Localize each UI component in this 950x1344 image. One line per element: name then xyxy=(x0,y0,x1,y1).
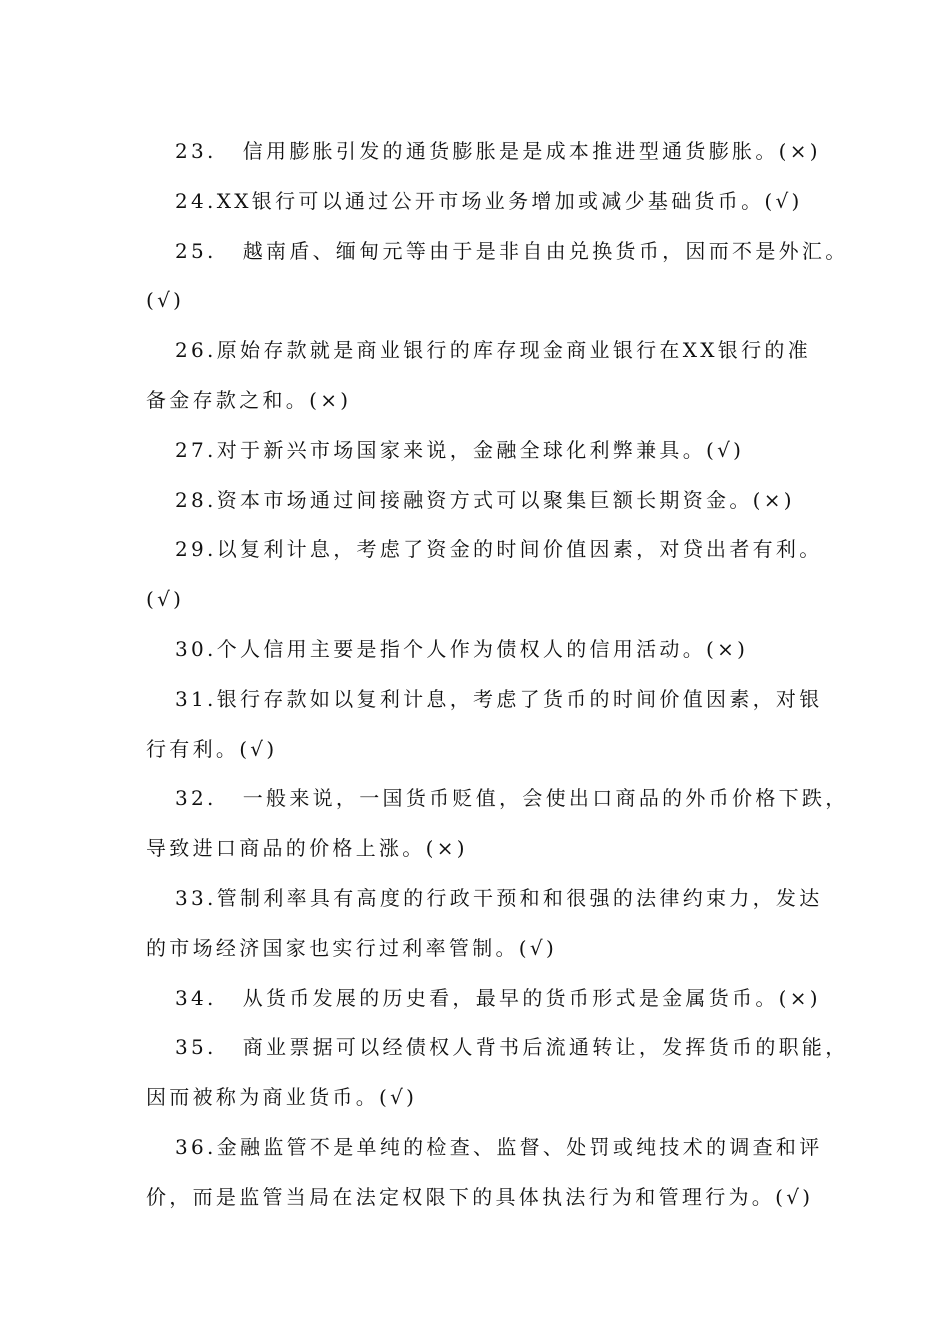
question-continuation-line xyxy=(146,387,351,413)
question-continuation-line xyxy=(146,586,184,612)
question-number: 26. xyxy=(175,338,217,362)
question-continuation-line xyxy=(146,935,557,961)
question-text: 信用膨胀引发的通货膨胀是是成本推进型通货膨胀。(×) xyxy=(242,139,821,163)
question-line xyxy=(175,985,821,1011)
question-continuation-line xyxy=(146,1184,813,1210)
question-text: 以复利计息，考虑了资金的时间价值因素，对贷出者有利。 xyxy=(216,537,823,561)
question-text: 银行存款如以复利计息，考虑了货币的时间价值因素，对银 xyxy=(216,687,823,711)
question-number: 32. xyxy=(175,786,217,810)
question-line xyxy=(175,536,823,562)
question-line xyxy=(175,636,748,662)
question-number: 24. xyxy=(175,189,217,213)
question-text: 导致进口商品的价格上涨。(×) xyxy=(146,836,468,860)
question-text: 的市场经济国家也实行过利率管制。(√) xyxy=(146,936,558,960)
question-continuation-line xyxy=(146,736,277,762)
question-continuation-line xyxy=(146,835,468,861)
question-number: 33. xyxy=(175,886,217,910)
question-text: 对于新兴市场国家来说，金融全球化利弊兼具。(√) xyxy=(216,438,745,462)
question-line xyxy=(175,337,811,363)
question-number: 36. xyxy=(175,1135,217,1159)
question-text: 金融监管不是单纯的检查、监督、处罚或纯技术的调查和评 xyxy=(216,1135,823,1159)
question-line xyxy=(175,437,744,463)
question-text: 资本市场通过间接融资方式可以聚集巨额长期资金。(×) xyxy=(216,488,795,512)
question-text: 备金存款之和。(×) xyxy=(146,388,352,412)
question-text: XX银行可以通过公开市场业务增加或减少基础货币。(√) xyxy=(216,189,803,213)
question-text: (√) xyxy=(146,587,185,611)
question-number: 35. xyxy=(175,1035,217,1059)
question-continuation-line xyxy=(146,1084,417,1110)
question-line xyxy=(175,885,823,911)
question-continuation-line xyxy=(146,287,184,313)
question-text: 个人信用主要是指个人作为债权人的信用活动。(×) xyxy=(216,637,749,661)
question-line xyxy=(175,138,821,164)
question-line xyxy=(175,1034,849,1060)
question-text: 因而被称为商业货币。(√) xyxy=(146,1085,418,1109)
question-text: 原始存款就是商业银行的库存现金商业银行在XX银行的准 xyxy=(216,338,811,362)
question-text: 商业票据可以经债权人背书后流通转让，发挥货币的职能， xyxy=(242,1035,849,1059)
question-number: 27. xyxy=(175,438,217,462)
question-number: 30. xyxy=(175,637,217,661)
question-number: 25. xyxy=(175,239,217,263)
question-line xyxy=(175,188,803,214)
question-text: 行有利。(√) xyxy=(146,737,278,761)
question-number: 34. xyxy=(175,986,217,1010)
question-text: 价，而是监管当局在法定权限下的具体执法行为和管理行为。(√) xyxy=(146,1185,814,1209)
question-text: 从货币发展的历史看，最早的货币形式是金属货币。(×) xyxy=(242,986,821,1010)
question-line xyxy=(175,686,823,712)
question-number: 23. xyxy=(175,139,217,163)
question-line xyxy=(175,487,795,513)
question-line xyxy=(175,1134,823,1160)
question-line xyxy=(175,238,849,264)
question-number: 29. xyxy=(175,537,217,561)
question-text: 一般来说，一国货币贬值，会使出口商品的外币价格下跌， xyxy=(242,786,849,810)
question-number: 31. xyxy=(175,687,217,711)
question-number: 28. xyxy=(175,488,217,512)
question-text: 管制利率具有高度的行政干预和和很强的法律约束力，发达 xyxy=(216,886,823,910)
question-text: 越南盾、缅甸元等由于是非自由兑换货币，因而不是外汇。 xyxy=(242,239,849,263)
question-line xyxy=(175,785,849,811)
question-text: (√) xyxy=(146,288,185,312)
